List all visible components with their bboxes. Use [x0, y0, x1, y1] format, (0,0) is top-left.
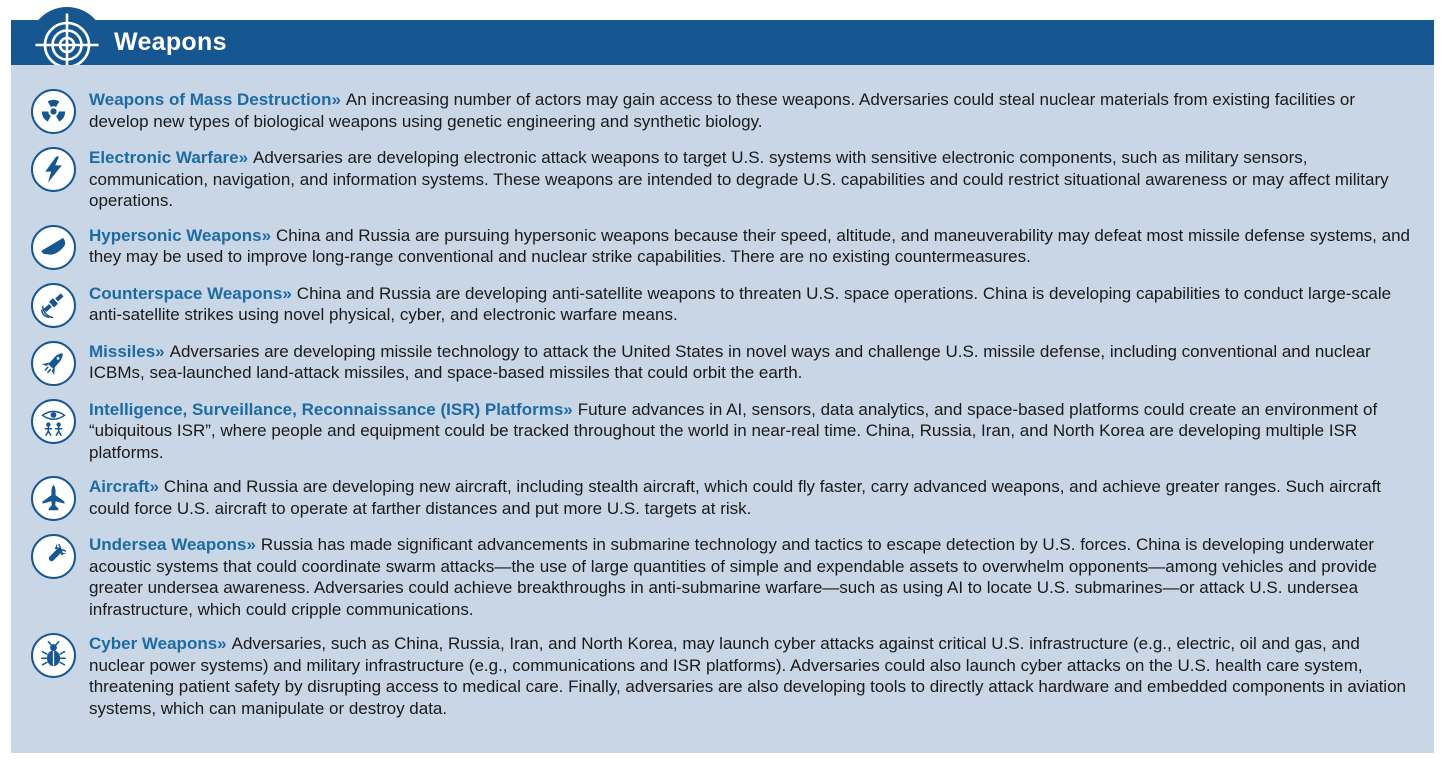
item-text	[89, 399, 1418, 464]
item-description: An increasing number of actors may gain access to these weapons. Adversaries could steal nuclear materials from existing facilities or develop new types of biological weapons using genetic engineering and synthetic biology.	[89, 90, 1356, 131]
header-bar	[11, 20, 1434, 65]
fighter-jet-icon	[31, 476, 76, 521]
list-item-aircraft	[31, 476, 1418, 521]
item-heading: Weapons of Mass Destruction»	[89, 90, 341, 109]
missile-icon	[31, 341, 76, 386]
bug-icon	[31, 633, 76, 678]
item-text	[89, 147, 1418, 212]
item-description: Adversaries, such as China, Russia, Iran, and North Korea, may launch cyber attacks against critical U.S. infrastructure (e.g., electric, oil and gas, and nuclear power systems) and military infrastructure (e.g., communications and ISR platforms). Adversaries could also launch cyber attacks on the U.S. health care system, threatening patient safety by disrupting access to medical care. Finally, adversaries are also developing tools to directly attack hardware and embedded components in aviation systems, which can manipulate or destroy data.	[89, 634, 1406, 718]
item-text	[89, 225, 1418, 268]
item-heading: Intelligence, Surveillance, Reconnaissance (ISR) Platforms»	[89, 399, 573, 419]
torpedo-icon	[31, 534, 76, 579]
list-item-counterspace	[31, 283, 1418, 328]
item-heading: Undersea Weapons»	[89, 535, 256, 554]
satellite-icon	[31, 283, 76, 328]
item-heading: Electronic Warfare»	[89, 148, 249, 167]
item-description: Adversaries are developing missile technology to attack the United States in novel ways and challenge U.S. missile defense, including conventional and nuclear ICBMs, sea-launched land-attack missiles, and space-based missiles that could orbit the earth.	[89, 341, 1371, 382]
item-text	[89, 633, 1418, 719]
item-text	[89, 341, 1418, 384]
item-description: Russia has made significant advancements in submarine technology and tactics to escape detection by U.S. forces. China is developing underwater acoustic systems that could coordinate swarm attacks—the use of large quantities of simple and expendable assets to overwhelm opponents—among vehicles and provide greater undersea awareness. Adversaries could achieve breakthroughs in anti-submarine warfare—such as using AI to locate U.S. submarines—or attack U.S. undersea infrastructure, which could cripple communications.	[89, 535, 1377, 619]
item-text	[89, 534, 1418, 620]
list-item-electronic-warfare	[31, 147, 1418, 212]
eye-surveillance-icon	[31, 399, 76, 444]
hypersonic-glide-vehicle-icon	[31, 225, 76, 270]
lightning-bolt-icon	[31, 147, 76, 192]
list-item-undersea	[31, 534, 1418, 620]
item-text	[89, 283, 1418, 326]
list-item-isr	[31, 399, 1418, 464]
list-item-cyber	[31, 633, 1418, 719]
item-text	[89, 476, 1418, 519]
item-description: China and Russia are developing anti-satellite weapons to threaten U.S. space operations. China is developing capabilities to conduct large-scale anti-satellite strikes using novel physical, cyber, and electronic warfare means.	[89, 283, 1392, 324]
list-item-hypersonic	[31, 225, 1418, 270]
list-item-missiles	[31, 341, 1418, 386]
item-heading: Counterspace Weapons»	[89, 283, 292, 303]
item-description: Adversaries are developing electronic attack weapons to target U.S. systems with sensitive electronic components, such as military sensors, communication, navigation, and information systems. These weapons are intended to degrade U.S. capabilities and could restrict situational awareness or may affect military operations.	[89, 148, 1389, 210]
item-description: Future advances in AI, sensors, data analytics, and space-based platforms could create an environment of “ubiquitous ISR”, where people and equipment could be tracked throughout the world in near-real time. China, Russia, Iran, and North Korea are developing multiple ISR platforms.	[89, 399, 1378, 462]
list-item-wmd	[31, 89, 1418, 134]
item-text	[89, 89, 1418, 132]
radiation-icon	[31, 89, 76, 134]
item-description: China and Russia are developing new aircraft, including stealth aircraft, which could fly faster, carry advanced weapons, and achieve greater ranges. Such aircraft could force U.S. aircraft to operate at farther distances and put more U.S. targets at risk.	[89, 477, 1382, 518]
item-heading: Hypersonic Weapons»	[89, 225, 272, 245]
item-description: China and Russia are pursuing hypersonic weapons because their speed, altitude, and maneuverability may defeat most missile defense systems, and they may be used to improve long-range conventional and nuclear strike capabilities. There are no existing countermeasures.	[89, 225, 1410, 266]
item-heading: Cyber Weapons»	[89, 634, 227, 653]
item-heading: Missiles»	[89, 341, 165, 361]
item-heading: Aircraft»	[89, 477, 159, 496]
page-title: Weapons	[114, 28, 227, 56]
weapons-list-panel	[11, 65, 1434, 753]
